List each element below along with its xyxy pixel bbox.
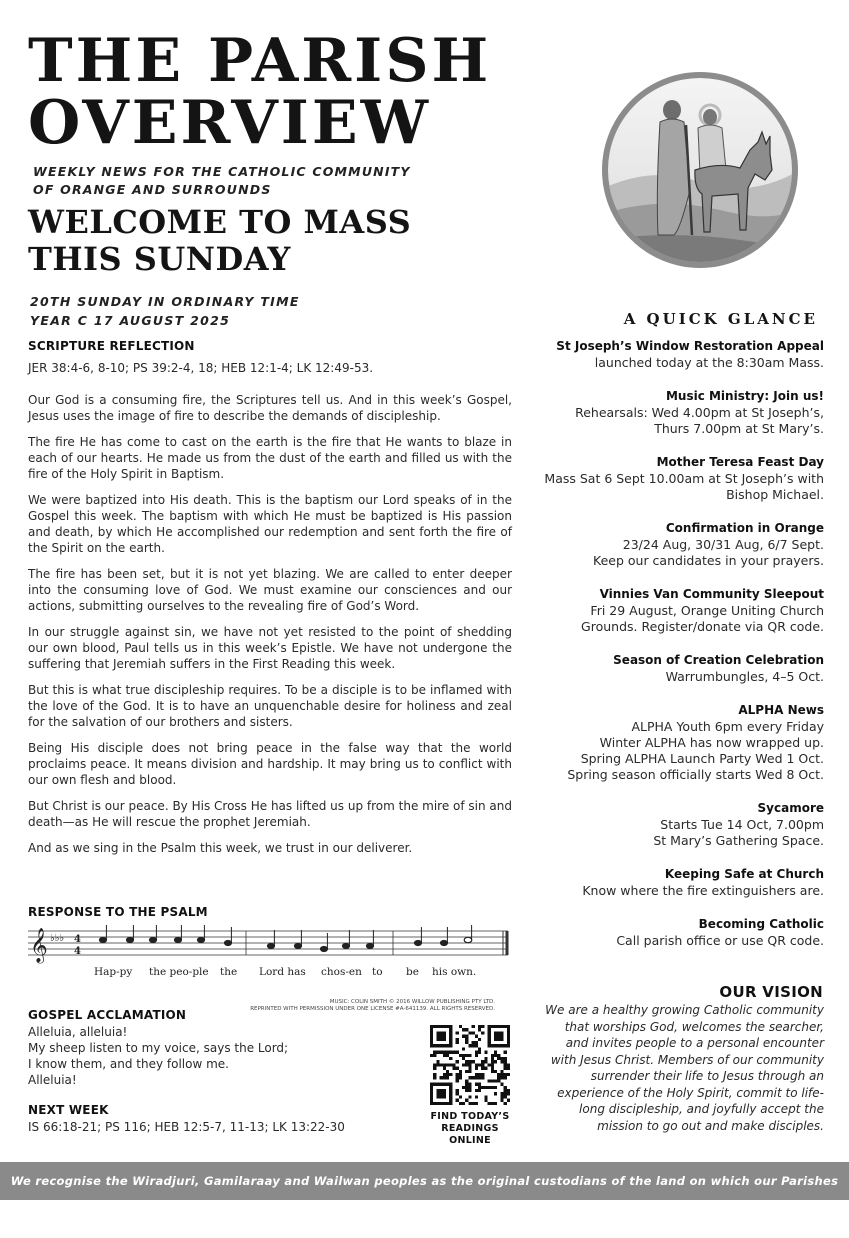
quick-item-heading: ALPHA News [738, 703, 824, 717]
gospel-line: My sheep listen to my voice, says the Lord; [28, 1041, 289, 1055]
quick-item-heading: Music Ministry: Join us! [665, 389, 824, 403]
reflection-paragraph: Our God is a consuming fire, the Scriptures tell us. And in this week’s Gospel, Jesus uses the image of fire to describe the demands of discipleship. [28, 393, 512, 423]
quick-item-line: Winter ALPHA has now wrapped up. [599, 735, 824, 750]
list-item [530, 388, 824, 437]
liturgical-date [30, 292, 450, 330]
quick-item-line: 23/24 Aug, 30/31 Aug, 6/7 Sept. [622, 537, 824, 552]
lyric-syllable: the [220, 966, 238, 978]
quick-item-line: Grounds. Register/donate via QR code. [581, 619, 824, 634]
reflection-paragraph: The fire He has come to cast on the earth is the fire that He wants to blaze in each of our hearts. He made us from the dust of the earth and filled us with the fire of the Holy Spirit in Baptism. [28, 435, 512, 481]
reflection-paragraph: In our struggle against sin, we have not yet resisted to the point of shedding our own blood, Paul tells us in this week’s Epistle. We have not undergone the suffering that Jeremiah suffers in the First Reading this week. [28, 625, 512, 671]
reflection-paragraph: Being His disciple does not bring peace in the false way that the world proclaims peace. It means division and hardship. It may bring us to conflict with our own flesh and blood. [28, 741, 512, 787]
music-credit-line-2: REPRINTED WITH PERMISSION UNDER ONE LICENSE #A-641139. ALL RIGHTS RESERVED. [250, 1006, 495, 1012]
list-item [530, 454, 824, 503]
lyric-syllable: chos-en [321, 966, 362, 978]
qr-code-icon[interactable] [430, 1025, 510, 1105]
scripture-reflection-label: SCRIPTURE REFLECTION [28, 339, 195, 353]
list-item [530, 916, 824, 949]
quick-item-heading: Mother Teresa Feast Day [656, 455, 824, 469]
qr-caption-line-1: FIND TODAY’S [430, 1111, 510, 1122]
scripture-references: JER 38:4-6, 8-10; PS 39:2-4, 18; HEB 12:1-4; LK 12:49-53. [28, 361, 374, 375]
newsletter-subtitle [33, 163, 453, 199]
svg-text:♭♭♭: ♭♭♭ [50, 933, 65, 944]
vision-title: OUR VISION [719, 983, 823, 1001]
title-line-2: OVERVIEW [28, 88, 431, 158]
liturgical-date-line-2: YEAR C 17 AUGUST 2025 [30, 313, 231, 328]
svg-text:4: 4 [74, 946, 81, 957]
welcome-heading [28, 204, 508, 278]
quick-item-line: Spring ALPHA Launch Party Wed 1 Oct. [580, 751, 824, 766]
psalm-response-label: RESPONSE TO THE PSALM [28, 905, 208, 919]
list-item [530, 586, 824, 635]
welcome-line-1: WELCOME TO MASS [28, 203, 412, 241]
qr-caption-line-3: ONLINE [449, 1135, 491, 1146]
vision-text: We are a healthy growing Catholic community that worships God, welcomes the searcher, and invites people to a personal encounter with Jesus Christ. Members of our community surrender their life to Jesus through an experience of the Holy Spirit, commit to life-long discipleship, and joyfully accept the mission to go out and make disciples. [545, 1003, 824, 1133]
list-item [530, 800, 824, 849]
next-week-references: IS 66:18-21; PS 116; HEB 12:5-7, 11-13; LK 13:22-30 [28, 1120, 345, 1134]
reflection-paragraph: We were baptized into His death. This is the baptism our Lord speaks of in the Gospel this week. The baptism with which He must be baptized is His passion and death, by which He accomplished our redemption and sent forth the fire of the Spirit on the earth. [28, 493, 512, 555]
list-item [530, 652, 824, 685]
gospel-line: Alleluia! [28, 1073, 77, 1087]
svg-text:4: 4 [74, 934, 81, 945]
gospel-acclamation-label: GOSPEL ACCLAMATION [28, 1008, 187, 1022]
reflection-body [28, 392, 512, 856]
quick-item-line: Mass Sat 6 Sept 10.00am at St Joseph’s with [544, 471, 824, 486]
reflection-paragraph: The fire has been set, but it is not yet blazing. We are called to enter deeper into the consuming love of God. We must examine our consciences and our actions, submitting ourselves to the revealing fire of God’s Word. [28, 567, 512, 613]
lyric-syllable: his own. [432, 966, 477, 978]
liturgical-date-line-1: 20TH SUNDAY IN ORDINARY TIME [30, 294, 300, 309]
qr-caption-line-2: READINGS [441, 1123, 499, 1134]
quick-item-heading: Vinnies Van Community Sleepout [599, 587, 824, 601]
subtitle-line-1: WEEKLY NEWS FOR THE CATHOLIC COMMUNITY [33, 164, 411, 179]
gospel-acclamation-section [28, 1008, 388, 1088]
lyric-syllable: be [406, 966, 419, 978]
quick-item-heading: Season of Creation Celebration [613, 653, 824, 667]
reflection-paragraph: And as we sing in the Psalm this week, we trust in our deliverer. [28, 841, 413, 855]
quick-item-line: launched today at the 8:30am Mass. [594, 355, 824, 370]
gospel-line: I know them, and they follow me. [28, 1057, 229, 1071]
quick-item-line: Spring season officially starts Wed 8 Oct. [567, 767, 824, 782]
quick-item-line: Know where the fire extinguishers are. [582, 883, 824, 898]
newsletter-title [28, 26, 588, 158]
reflection-paragraph: But Christ is our peace. By His Cross He has lifted us up from the mire of sin and death—as He will rescue the prophet Jeremiah. [28, 799, 512, 829]
quick-item-heading: Becoming Catholic [698, 917, 824, 931]
list-item [530, 866, 824, 899]
lyric-syllable: Hap-py [94, 966, 133, 978]
quick-glance-title: A QUICK GLANCE [623, 310, 818, 328]
quick-item-line: Thurs 7.00pm at St Mary’s. [654, 421, 824, 436]
treble-clef-icon: 𝄞 [30, 928, 48, 963]
quick-item-heading: St Joseph’s Window Restoration Appeal [556, 339, 824, 353]
gospel-line: Alleluia, alleluia! [28, 1025, 128, 1039]
qr-caption [420, 1111, 520, 1147]
lyric-syllable: the peo-ple [149, 966, 209, 978]
quick-item-line: Warrumbungles, 4–5 Oct. [665, 669, 824, 684]
lyric-syllable: to [372, 966, 383, 978]
quick-item-line: St Mary’s Gathering Space. [653, 833, 824, 848]
title-line-1: THE PARISH [28, 26, 492, 96]
quick-item-line: Fri 29 August, Orange Uniting Church [590, 603, 824, 618]
music-credit-line-1: MUSIC: COLIN SMITH © 2016 WILLOW PUBLISHING PTY LTD. [329, 999, 495, 1005]
acknowledgement-footer: We recognise the Wiradjuri, Gamilaraay and Wailwan peoples as the original custodians of the land on which our Parishes stand. [0, 1162, 849, 1200]
lyric-syllable: Lord has [259, 966, 306, 978]
quick-glance-list [530, 338, 824, 966]
list-item [530, 338, 824, 371]
holy-family-donkey-illustration-icon [600, 70, 800, 270]
quick-item-line: Starts Tue 14 Oct, 7.00pm [660, 817, 824, 832]
quick-item-line: Rehearsals: Wed 4.00pm at St Joseph’s, [575, 405, 824, 420]
list-item [530, 520, 824, 569]
next-week-section [28, 1103, 408, 1135]
scripture-reflection-section [28, 339, 512, 866]
next-week-label: NEXT WEEK [28, 1103, 109, 1117]
reflection-paragraph: But this is what true discipleship requires. To be a disciple is to be inflamed with the love of the God. It is to have an unquenchable desire for holiness and zeal for the salvation of our brothers and sisters. [28, 683, 512, 729]
quick-item-heading: Keeping Safe at Church [664, 867, 824, 881]
subtitle-line-2: OF ORANGE AND SURROUNDS [33, 182, 272, 197]
welcome-line-2: THIS SUNDAY [28, 240, 291, 278]
quick-item-heading: Confirmation in Orange [665, 521, 824, 535]
quick-item-line: ALPHA Youth 6pm every Friday [631, 719, 824, 734]
quick-item-line: Bishop Michael. [726, 487, 824, 502]
quick-item-line: Keep our candidates in your prayers. [593, 553, 824, 568]
list-item [530, 702, 824, 783]
quick-item-heading: Sycamore [757, 801, 824, 815]
psalm-music-staff [28, 925, 516, 983]
quick-item-line: Call parish office or use QR code. [616, 933, 824, 948]
